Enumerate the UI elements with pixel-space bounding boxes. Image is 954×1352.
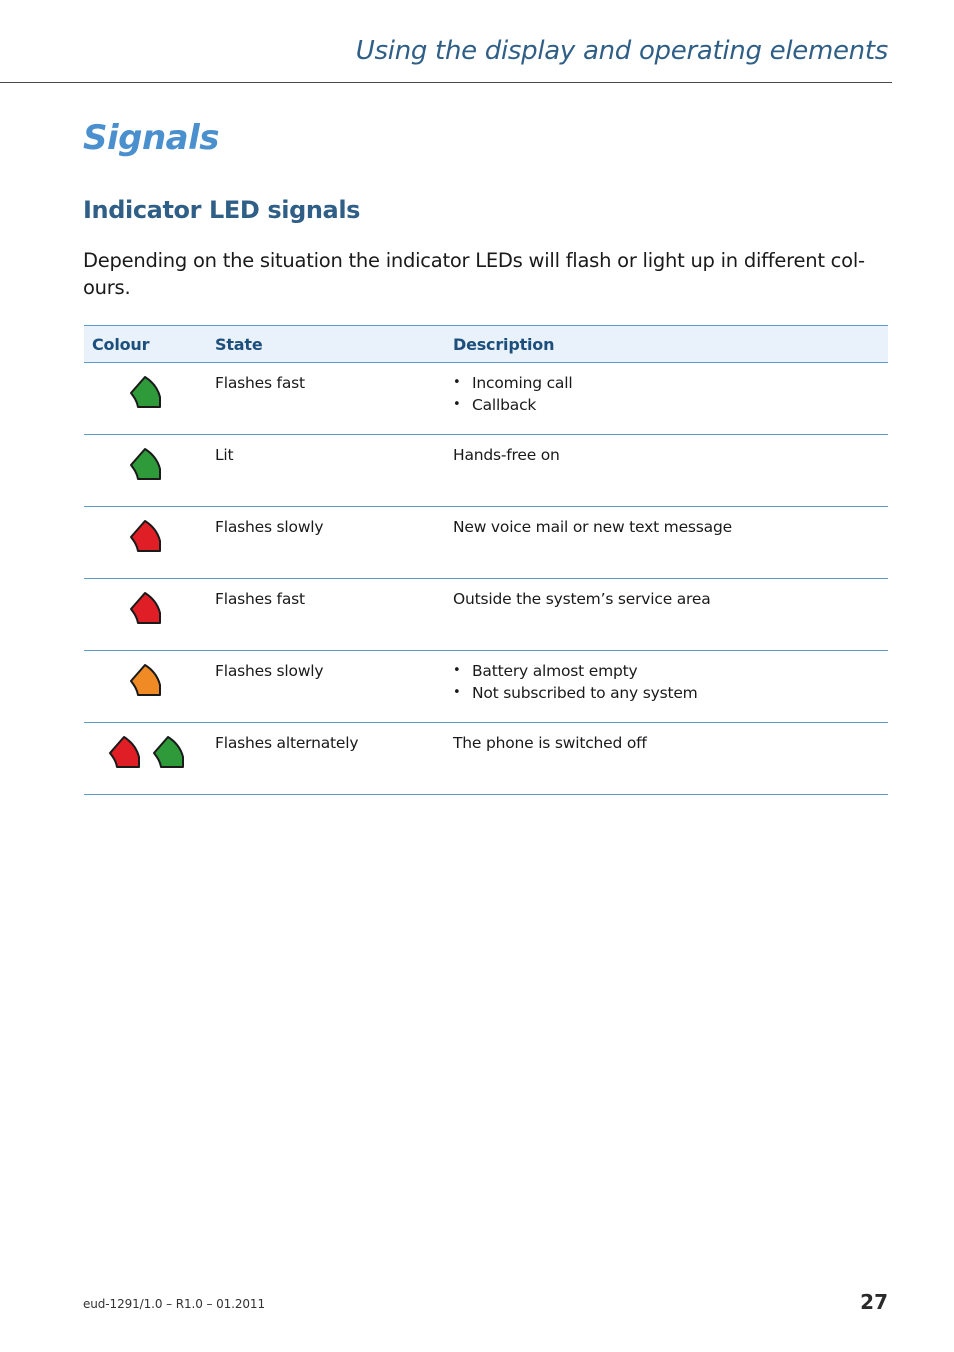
green-led-icon <box>152 734 186 770</box>
description-cell <box>453 660 698 704</box>
red-led-icon <box>129 518 163 554</box>
header-colour: Colour <box>92 335 150 354</box>
description-cell: Outside the system’s service area <box>453 590 711 608</box>
header-rule <box>0 82 892 83</box>
intro-line-1: Depending on the situation the indicator LEDs will flash or light up in different col- <box>83 249 865 272</box>
state-cell: Flashes slowly <box>215 518 324 536</box>
document-reference: eud-1291/1.0 – R1.0 – 01.2011 <box>83 1297 266 1311</box>
page-title: Signals <box>83 118 220 158</box>
state-cell: Flashes alternately <box>215 734 359 752</box>
list-item: • Callback <box>453 394 572 416</box>
led-signal-table <box>84 325 888 795</box>
page-number: 27 <box>860 1290 888 1314</box>
header-description: Description <box>453 335 555 354</box>
header-state: State <box>215 335 263 354</box>
description-cell: New voice mail or new text message <box>453 518 732 536</box>
green-led-icon <box>129 446 163 482</box>
description-cell <box>453 372 572 416</box>
state-cell: Flashes slowly <box>215 662 324 680</box>
list-item: • Battery almost empty <box>453 660 698 682</box>
red-led-icon <box>108 734 142 770</box>
state-cell: Flashes fast <box>215 374 305 392</box>
table-row <box>84 723 888 795</box>
red-led-icon <box>129 590 163 626</box>
table-row <box>84 435 888 507</box>
running-header-title: Using the display and operating elements <box>355 36 888 66</box>
state-cell: Lit <box>215 446 234 464</box>
list-item: • Not subscribed to any system <box>453 682 698 704</box>
section-title: Indicator LED signals <box>83 196 361 224</box>
intro-line-2: ours. <box>83 276 131 299</box>
description-cell: The phone is switched off <box>453 734 647 752</box>
intro-paragraph <box>83 247 883 301</box>
list-item: • Incoming call <box>453 372 572 394</box>
orange-led-icon <box>129 662 163 698</box>
table-row <box>84 651 888 723</box>
table-row <box>84 363 888 435</box>
table-row <box>84 579 888 651</box>
green-led-icon <box>129 374 163 410</box>
table-row <box>84 507 888 579</box>
state-cell: Flashes fast <box>215 590 305 608</box>
description-cell: Hands-free on <box>453 446 560 464</box>
table-header-row <box>84 325 888 363</box>
